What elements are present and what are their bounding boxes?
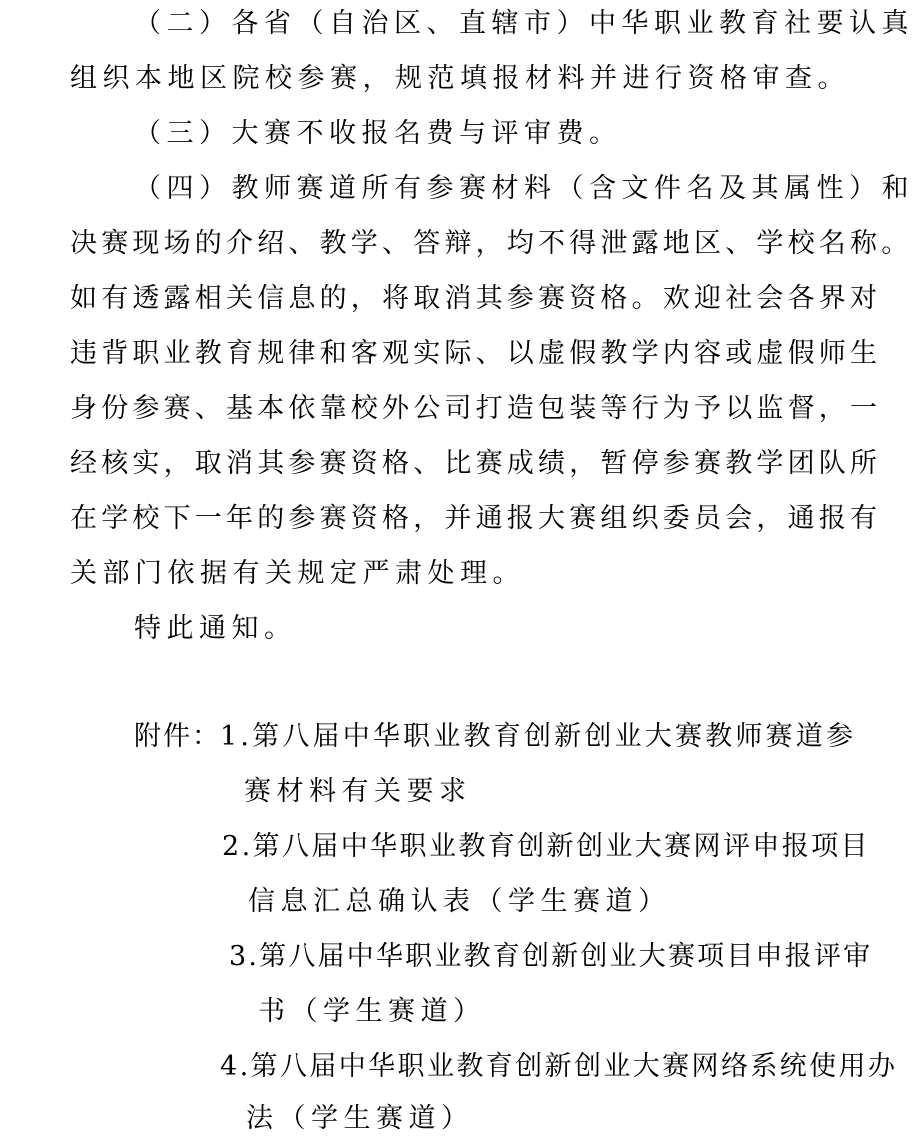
paragraph-4-line-4: 违背职业教育规律和客观实际、以虚假教学内容或虚假师生 — [70, 338, 882, 369]
attachment-2-line-1: 2.第八届中华职业教育创新创业大赛网评申报项目 — [222, 831, 870, 862]
attachment-1-line-1: 1.第八届中华职业教育创新创业大赛教师赛道参 — [220, 721, 857, 752]
attachment-4-line-1: 4.第八届中华职业教育创新创业大赛网络系统使用办 — [220, 1051, 898, 1082]
attachment-1-line-2: 赛材料有关要求 — [244, 776, 472, 807]
attachment-2-line-2: 信息汇总确认表（学生赛道） — [248, 886, 671, 917]
paragraph-4-line-7: 在学校下一年的参赛资格，并通报大赛组织委员会，通报有 — [70, 503, 882, 534]
paragraph-2-line-2: 组织本地区院校参赛，规范填报材料并进行资格审查。 — [70, 63, 850, 94]
closing-line: 特此通知。 — [134, 613, 297, 644]
paragraph-4-line-1: （四）教师赛道所有参赛材料（含文件名及其属性）和 — [134, 173, 914, 204]
paragraph-4-line-6: 经核实，取消其参赛资格、比赛成绩，暂停参赛教学团队所 — [70, 448, 882, 479]
paragraph-4-line-3: 如有透露相关信息的，将取消其参赛资格。欢迎社会各界对 — [70, 283, 882, 314]
attachment-3-line-2: 书（学生赛道） — [258, 996, 486, 1027]
attachment-4-line-2: 法（学生赛道） — [246, 1103, 474, 1134]
paragraph-4-line-2: 决赛现场的介绍、教学、答辩，均不得泄露地区、学校名称。 — [70, 228, 913, 259]
paragraph-2-line-1: （二）各省（自治区、直辖市）中华职业教育社要认真 — [134, 8, 914, 39]
paragraph-4-line-8: 关部门依据有关规定严肃处理。 — [70, 558, 525, 589]
paragraph-3-line-1: （三）大赛不收报名费与评审费。 — [134, 118, 622, 149]
attachments-label: 附件： — [134, 721, 221, 752]
attachment-3-line-1: 3.第八届中华职业教育创新创业大赛项目申报评审 — [229, 941, 873, 972]
paragraph-4-line-5: 身份参赛、基本依靠校外公司打造包装等行为予以监督，一 — [70, 393, 882, 424]
